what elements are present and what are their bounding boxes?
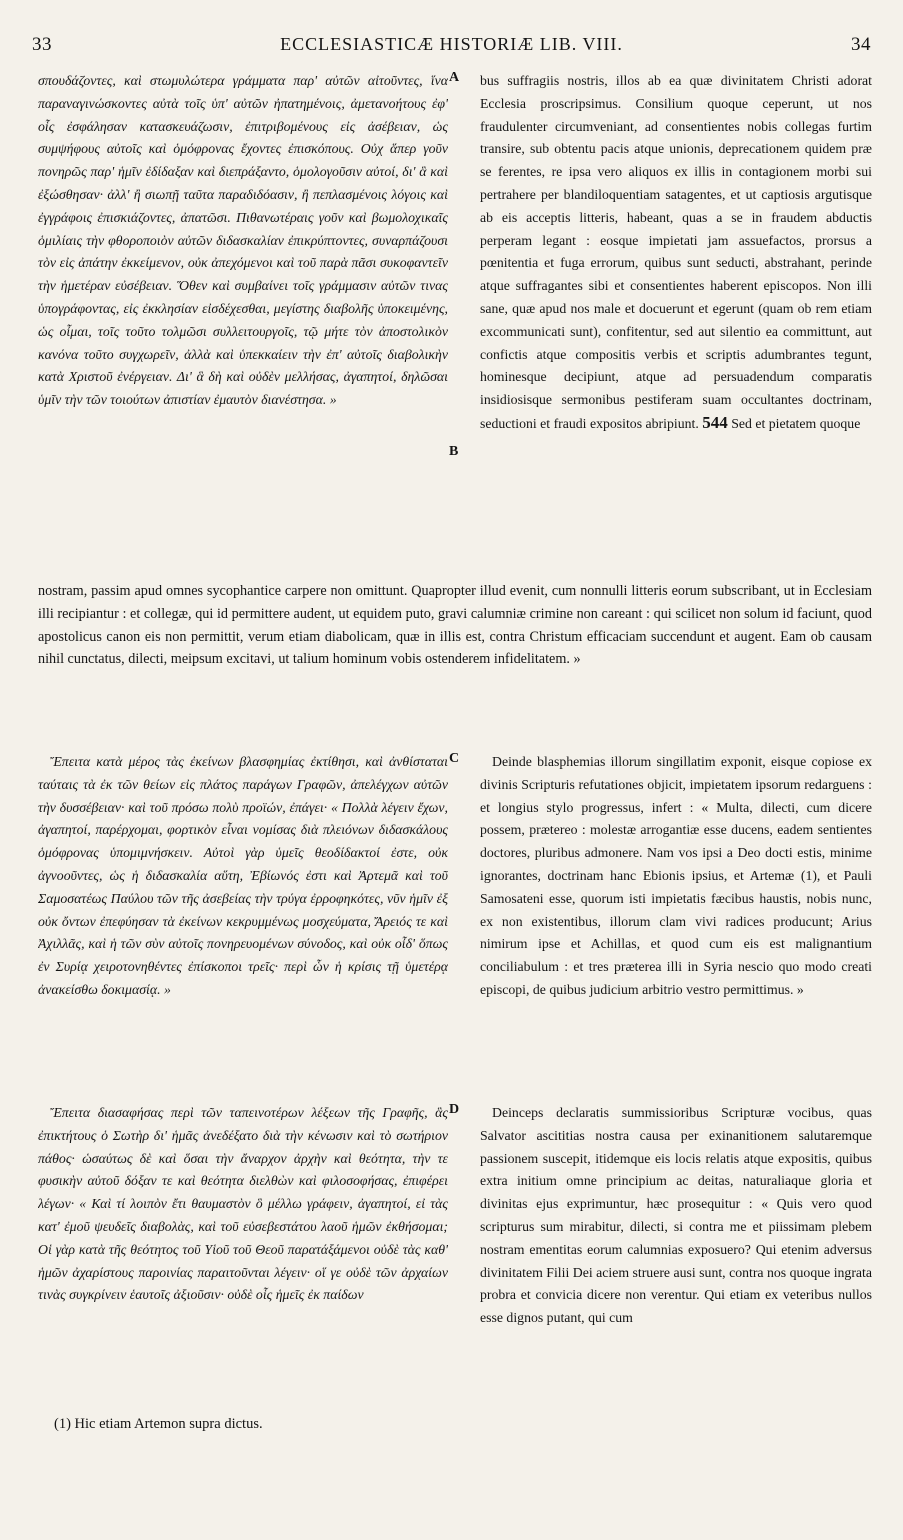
latin-column-block-3 xyxy=(480,1102,872,1402)
greek-text-block-2: Ἔπειτα κατὰ μέρος τὰς ἐκείνων βλασφημίας ἐκτίθησι, καὶ ἀνθίσταται ταύταις τὰ ἐκ τῶν θείων εἰς πλάτος παράγων Γραφῶν, ἀπελέγχων αὐτῶν τὴν δυσσέβειαν· καὶ τοῦ πρόσω πολὺ προϊών, ἐπάγει· « Πολλὰ λέγειν ἔχων, ἀγαπητοί, παρέρχομαι, φορτικὸν εἶναι νομίσας διὰ πλειόνων διδασκάλους ὁμόφρονας ὑπομιμνήσκειν. Αὐτοὶ γὰρ ὑμεῖς θεοδίδακτοί ἐστε, οὐκ ἀγνοοῦντες, ὡς ἡ διδασκαλία αὕτη, Ἐβίωνός ἐστι καὶ Ἀρτεμᾶ καὶ τοῦ Σαμοσατέως Παύλου τῶν τῆς ἀσεβείας τὴν τρύγα ἐρροφηκότες, νῦν ἡμῖν ἐξ οὐκ ὄντων ἐπεφύησαν τὰ ἐκείνων κεκρυμμένως μοσχεύματα, Ἄρειός τε καὶ Ἀχιλλᾶς, καὶ ἡ τῶν σὺν αὐτοῖς πονηρευομένων σύνοδος, καὶ οὐκ οἶδ' ὅπως ἐν Συρίᾳ χειροτονηθέντες ἐπίσκοποι τρεῖς· περὶ ὧν ἡ κρίσις τῇ ὑμετέρᾳ ἀνακείσθω δοκιμασίᾳ. » xyxy=(38,754,448,997)
greek-text-block-3: Ἔπειτα διασαφήσας περὶ τῶν ταπεινοτέρων λέξεων τῆς Γραφῆς, ἃς ἐπικτήτους ὁ Σωτὴρ δι' ἡμᾶς ἀνεδέξατο διὰ τὴν κένωσιν καὶ τὸ σωτήριον πάθος· ὡσαύτως δὲ καὶ ὅσαι τὴν ἄναρχον ἀρχὴν καὶ θεότητα, τὴν τε φυσικὴν αὐτοῦ δόξαν τε καὶ θεότητα διελθὼν καὶ φιλοσοφήσας, ἐπιφέρει λέγων· « Καὶ τί λοιπὸν ἔτι θαυμαστὸν ὃ μέλλω γράφειν, ἀγαπητοί, εἰ τὰς κατ' ἐμοῦ ψευδεῖς διαβολὰς, καὶ τοῦ εὐσεβεστάτου λαοῦ ἡμῶν ἐκθήσομαι; Οἱ γὰρ κατὰ τῆς θεότητος τοῦ Υἱοῦ τοῦ Θεοῦ παρατάξάμενοι οὐδὲ τὰς καθ' ἡμῶν ἀχαρίστους παροινίας παραιτοῦνται λέγειν· οἵ γε οὐδὲ τῶν ἀρχαίων τινὰς συγκρίνειν ἑαυτοῖς ἀξιοῦσιν· οὐδὲ οἷς ἡμεῖς ἐκ παίδων xyxy=(38,1105,448,1303)
full-width-latin-text: nostram, passim apud omnes sycophantice carpere non omittunt. Quapropter illud evenit, cum nonnulli litteris eorum subscribant, ut in Ecclesiam illi recipiantur : et collegæ, qui id permittere audent, ut equidem puto, gravi calumniæ crimine non careant : qui scilicet non solum id faciunt, quod apostolicus canon eis non permittit, verum etiam diabolicam, quæ in illis est, contra Christum efficaciam succendunt et augent. Eam ob causam nihil cunctatus, dilecti, meipsum excitavi, ut talium hominum vobis ostenderem infidelitatem. » xyxy=(38,583,872,668)
greek-text-block-1: σπουδάζοντες, καὶ στωμυλώτερα γράμματα παρ' αὐτῶν αἰτοῦντες, ἵνα παραναγινώσκοντες αὐτὰ τοῖς ὑπ' αὐτῶν ἠπατημένοις, ἀμετανοήτους ἐφ' οἷς ἐσφάλησαν κατασκευάζωσιν, ἐπιτριβομένους εἰς ἀσέβειαν, ὡς συμψήφους αὐτοῖς καὶ ὁμόφρονας ἔχοντες ἐπισκόπους. Οὐχ ἅπερ γοῦν πονηρῶς παρ' ἡμῖν ἐδίδαξαν καὶ διεπράξαντο, ὁμολογοῦσιν αὐτοί, δι' ἃ καὶ ἐξώσθησαν· ἀλλ' ἢ σιωπῇ ταῦτα παραδιδόασιν, ἢ πεπλασμένοις λόγοις καὶ ἐγγράφοις ἐπισκιάζοντες, ἀπατῶσι. Πιθανωτέραις γοῦν καὶ βωμολοχικαῖς ὁμιλίαις τὴν φθοροποιὸν αὐτῶν διδασκαλίαν ἐπικρύπτοντες, συναρπάζουσι τὸν εἰς ἀπάτην ἐκκείμενον, οὐκ ἀπεχόμενοι καὶ τοῦ παρὰ πᾶσι συκοφαντεῖν τὴν ἡμετέραν εὐσέβειαν. Ὅθεν καὶ συμβαίνει τοῖς γράμμασιν αὐτῶν τινας ὑπογράφοντας, εἰς ἐκκλησίαν εἰσδέχεσθαι, μεγίστης διαβολῆς ὑποκειμένης, ὡς οἶμαι, τοῖς τοῦτο τολμῶσι συλλειτουργοῖς, τῷ μήτε τὸν ἀποστολικὸν κανόνα τοῦτο συγχωρεῖν, ἀλλὰ καὶ ὑπεκκαίειν τὴν ἐπ' αὐτοῖς διαβολικὴν κατὰ Χριστοῦ ἐνέργειαν. Δι' ἃ δὴ καὶ οὐδὲν μελλήσας, ἀγαπητοί, δηλῶσαι ὑμῖν τὴν τῶν τοιούτων ἀπιστίαν ἐμαυτὸν διανέστησα. » xyxy=(38,73,448,408)
page-number-left: 33 xyxy=(32,34,52,55)
running-title: ECCLESIASTICÆ HISTORIÆ LIB. VIII. xyxy=(280,34,623,54)
greek-column-block-3 xyxy=(38,1102,448,1402)
latin-column-block-2 xyxy=(480,751,872,1097)
section-marker-b: B xyxy=(449,444,459,459)
latin-text-block-2: Deinde blasphemias illorum singillatim exponit, eisque copiose ex divinis Scripturis refutationes objicit, impietatem ipsorum redarguens : et longius stylo progressus, infert : « Multa, dilecti, cum dicere possem, prætereo : molestæ arrogantiæ esse ducens, eadem sentientes doctores, pluribus admonere. Nam vos ipsi a Deo docti estis, minime ignorantes, doctrinam hanc Ebionis ipsius, et Artemæ (1), et Pauli Samosateni esse, quorum isti impietatis fæcibus haustis, nobis nunc, ex non existentibus, illorum clam vivi radices producunt; Arius nimirum ipse et Achillas, et quod cum eis est malignantium conciliabulum : et tres præterea illi in Syria nescio quo modo creati episcopi, de quibus judicium arbitrio vestro permittimus. » xyxy=(480,754,872,997)
footnote: (1) Hic etiam Artemon supra dictus. xyxy=(54,1416,263,1432)
full-width-latin-block xyxy=(38,580,872,726)
latin-text-block-3: Deinceps declaratis summissioribus Scripturæ vocibus, quas Salvator ascititias nostra causa per exinanitionem salutaremque passionem suscepit, itidemque eis locis relatis atque expositis, quibus extra initium omne principium ac deitas, naturaliaque gloria et divinitas ejus exprimuntur, hæc prosequitur : « Quis vero quod scripturus sum mirabitur, dilecti, si contra me et piissimam plebem nostram ementitas eorum calumnias exposuero? Qui etenim adversus divinitatem Filii Dei aciem struere ausi sunt, contra nos quoque ingrata probra et convicia dicere non verentur. Qui etiam ex veteribus nullos esse dignos putant, qui cum xyxy=(480,1105,872,1326)
latin-column-block-1 xyxy=(480,70,872,570)
page-number-right: 34 xyxy=(851,34,871,55)
latin-text-block-1 xyxy=(480,70,872,436)
greek-column-block-1 xyxy=(38,70,448,570)
page-reference: 544 xyxy=(702,412,728,432)
section-marker-a: A xyxy=(449,70,460,85)
greek-column-block-2 xyxy=(38,751,448,1097)
latin-text-block-1-body: bus suffragiis nostris, illos ab ea quæ divinitatem Christi adorat Ecclesia proscripsimus. Consilium quoque ceperunt, ut nos fraudulenter circumveniant, ad consentientes nobis collegas furtim transire, sub obtentu pacis atque unionis, deprecationem quidem præ se ferentes, re ipsa vero aliquos ex illis in contagionem morbi sui pertrahere per blandiloquentiam satagentes, et ut captiosis argutisque ab eis acceptis litteris, habeant, quas a se in fraudem abductis perperam legant : eosque impietati jam assuefactos, prorsus a pœnitentia et fuga errorum, quibus sunt seducti, abstrahant, perinde atque suffragantes sibi et consentientes haberent episcopos. Non illi sane, quæ apud nos male et docuerunt et egerunt (quam ob rem etiam excommunicati sunt), confitentur, sed aut silentio ea committunt, aut confictis atque compositis verbis et scriptis adumbrantes tegunt, hominesque decipiunt, atque ad persuadendum comparatis insidiosisque sermonibus pestiferam suam occultantes doctrinam, seductioni et fraudi expositos abripiunt. xyxy=(480,73,872,431)
running-header xyxy=(32,34,871,60)
latin-text-block-1-tail: Sed et pietatem quoque xyxy=(727,415,861,431)
section-marker-c: C xyxy=(449,751,460,766)
section-marker-d: D xyxy=(449,1102,460,1117)
